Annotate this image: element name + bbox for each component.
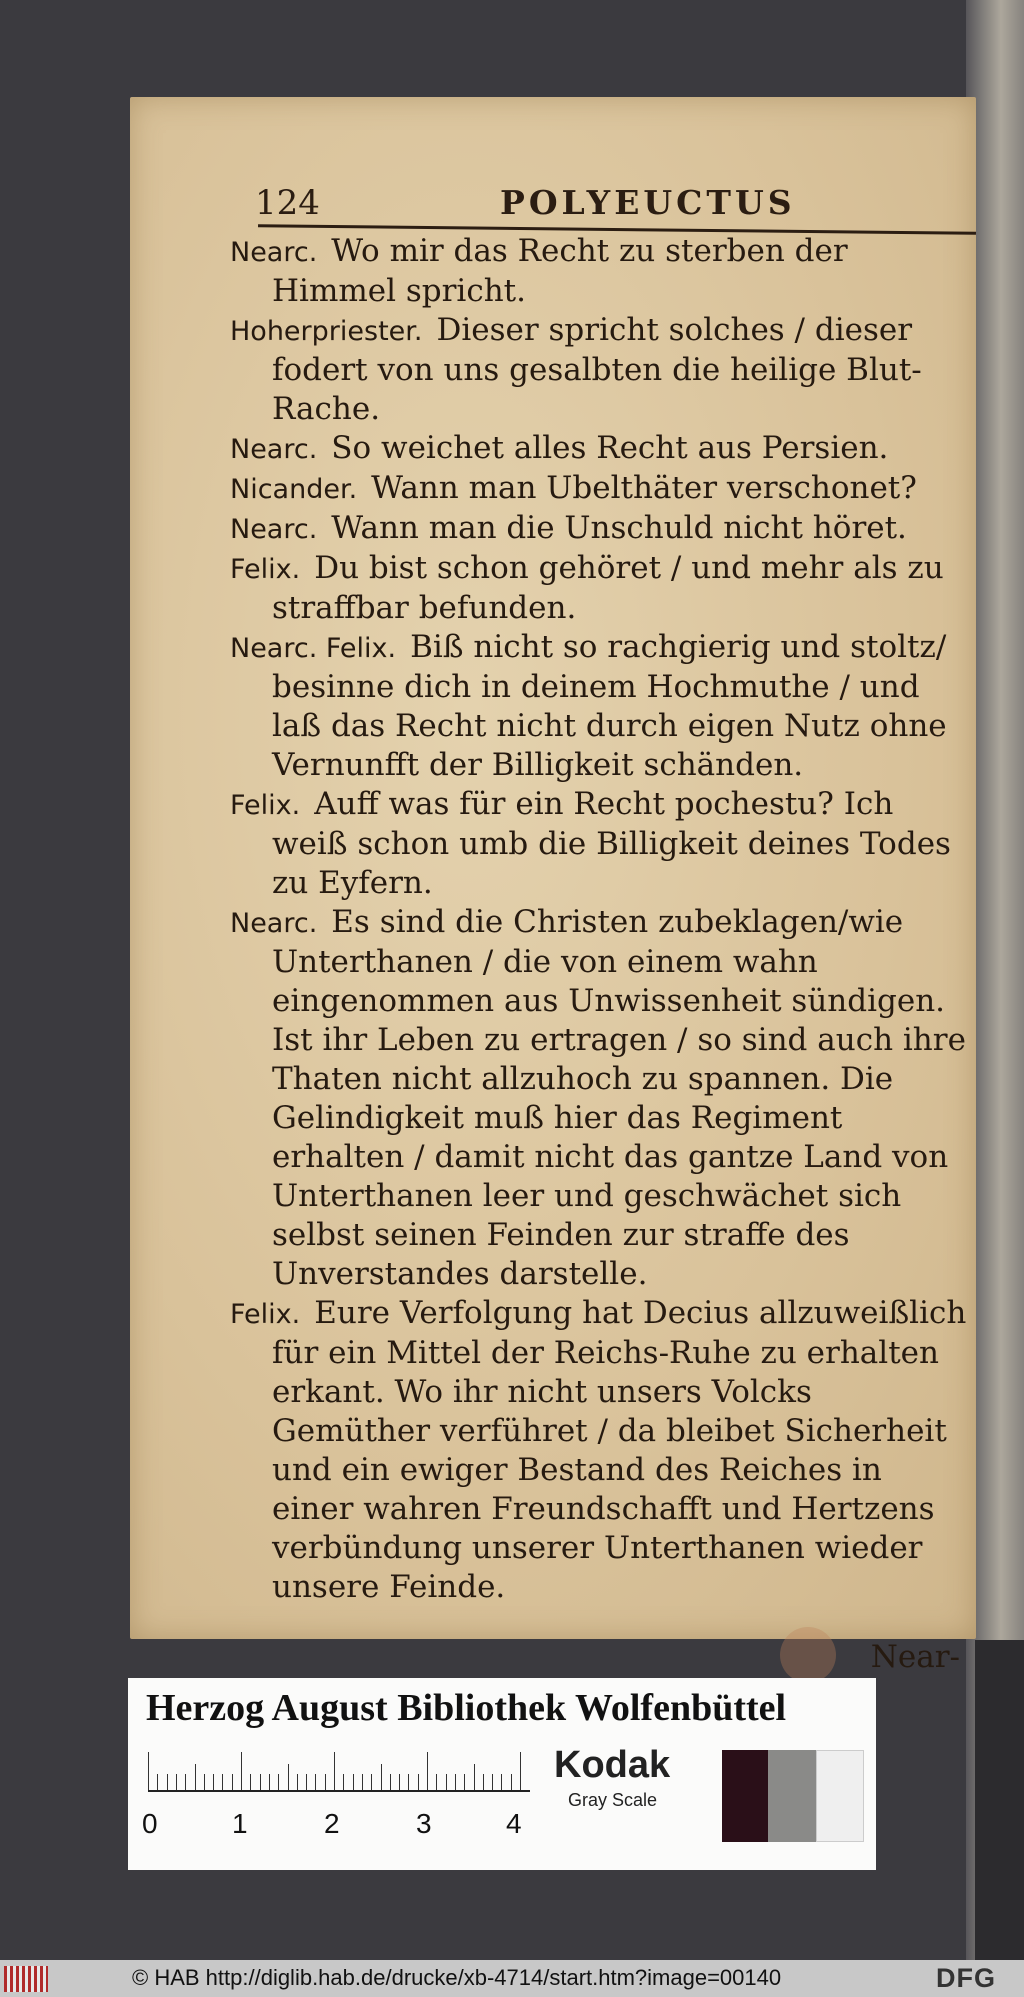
ruler-tick: [343, 1774, 344, 1790]
ruler-tick: [511, 1774, 512, 1790]
dialogue-entry: [230, 232, 970, 311]
dialogue-entry: [230, 311, 970, 429]
ruler-tick: [520, 1752, 521, 1790]
dialogue-entry: [230, 1294, 970, 1607]
ruler-tick: [353, 1774, 354, 1790]
gray-swatch: [768, 1750, 816, 1842]
speaker-name: Nearc.: [230, 237, 318, 268]
running-head: POLYEUCTUS: [500, 183, 796, 222]
ruler-tick: [288, 1764, 289, 1790]
speech-text: Eure Verfolgung hat Decius allzuweißlich für ein Mittel der Reichs-Ruhe zu erhalten erkant. Wo ihr nicht unsers Volcks Gemüther verführet / da bleibet Sicherheit und ein ewiger Bestand des Reiches in einer wahren Freundschafft und Hertzens verbündung unserer Unterthanen wieder unsere Feinde.: [272, 1295, 967, 1605]
dialogue-entry: [230, 509, 970, 549]
ruler-tick: [306, 1774, 307, 1790]
ruler-tick: [167, 1774, 168, 1790]
ruler-tick: [325, 1774, 326, 1790]
ruler-tick: [241, 1752, 242, 1790]
white-swatch: [816, 1750, 864, 1842]
speaker-name: Felix.: [230, 554, 301, 585]
ruler-tick: [501, 1774, 502, 1790]
dialogue-entry: [230, 429, 970, 469]
speech-text: Wann man Ubelthäter verschonet?: [371, 470, 917, 506]
ruler-tick: [250, 1774, 251, 1790]
ruler-tick: [492, 1774, 493, 1790]
ruler-tick: [381, 1764, 382, 1790]
dark-swatch: [722, 1750, 768, 1842]
ruler-tick: [474, 1764, 475, 1790]
ruler-label: 4: [506, 1808, 522, 1839]
speech-text: Auff was für ein Recht pochestu? Ich weiß schon umb die Billigkeit deines Todes zu Eyfern.: [272, 786, 951, 901]
scale-ruler: [148, 1750, 530, 1792]
adjacent-page-shadow: [975, 1640, 1024, 1960]
ruler-label: 0: [142, 1808, 158, 1839]
speech-text: Dieser spricht solches / dieser fodert von uns gesalbten die heilige Blut-Rache.: [272, 312, 922, 427]
ruler-tick: [446, 1774, 447, 1790]
ruler-tick: [232, 1774, 233, 1790]
speech-text: Es sind die Christen zubeklagen/wie Unterthanen / die von einem wahn eingenommen aus Unwissenheit sündigen. Ist ihr Leben zu ertragen / so sind auch ihre Thaten nicht allzuhoch zu spannen. Die Gelindigkeit muß hier das Regiment erhalten / damit nicht das gantze Land von Unterthanen leer und geschwächet sich selbst seinen Feinden zur straffe des Unverstandes darstelle.: [272, 904, 966, 1292]
ruler-tick: [436, 1774, 437, 1790]
speaker-name: Felix.: [230, 790, 301, 821]
ruler-tick: [195, 1764, 196, 1790]
ruler-tick: [464, 1774, 465, 1790]
gray-scale-label: Gray Scale: [568, 1790, 658, 1810]
ruler-tick: [269, 1774, 270, 1790]
speaker-name: Nearc. Felix.: [230, 633, 397, 664]
page-text: [230, 232, 970, 1708]
speaker-name: Nearc.: [230, 434, 318, 465]
ruler-tick: [222, 1774, 223, 1790]
ruler-tick: [399, 1774, 400, 1790]
dialogue-entry: [230, 549, 970, 628]
dialogue-entry: [230, 903, 970, 1294]
dialogue-entry: [230, 469, 970, 509]
ruler-tick: [185, 1774, 186, 1790]
ruler-label: 3: [416, 1808, 432, 1839]
ruler-tick: [334, 1752, 335, 1790]
kodak-logo: Kodak: [554, 1744, 671, 1786]
speech-text: Wo mir das Recht zu sterben der Himmel spricht.: [272, 233, 848, 309]
speech-text: Biß nicht so rachgierig und stoltz/ besinne dich in deinem Hochmuthe / und laß das Recht nicht durch eigen Nutz ohne Vernunfft der Billigkeit schänden.: [272, 629, 947, 783]
ruler-label: 1: [232, 1808, 248, 1839]
speaker-name: Nearc.: [230, 514, 318, 545]
ruler-label: 2: [324, 1808, 340, 1839]
speech-text: Du bist schon gehöret / und mehr als zu straffbar befunden.: [272, 550, 944, 626]
viewer-footer: [0, 1960, 1024, 1997]
ruler-tick: [408, 1774, 409, 1790]
ruler-tick: [390, 1774, 391, 1790]
ruler-tick: [176, 1774, 177, 1790]
speaker-name: Felix.: [230, 1299, 301, 1330]
ruler-tick: [455, 1774, 456, 1790]
hab-barcode-icon: [4, 1966, 48, 1992]
speaker-name: Nearc.: [230, 908, 318, 939]
ruler-tick: [315, 1774, 316, 1790]
ruler-tick: [362, 1774, 363, 1790]
speech-text: So weichet alles Recht aus Persien.: [331, 430, 889, 466]
ruler-tick: [418, 1774, 419, 1790]
library-name: Herzog August Bibliothek Wolfenbüttel: [146, 1687, 787, 1729]
ruler-tick: [213, 1774, 214, 1790]
dialogue-entry: [230, 785, 970, 903]
speaker-name: Hoherpriester.: [230, 316, 423, 347]
dfg-logo: DFG: [936, 1963, 996, 1993]
page-number: 124: [255, 183, 320, 223]
ruler-tick: [371, 1774, 372, 1790]
catchword: Near-: [870, 1639, 960, 1675]
dialogue-entry: [230, 628, 970, 785]
ruler-tick: [157, 1774, 158, 1790]
color-calibration-card: [128, 1678, 876, 1870]
ruler-tick: [204, 1774, 205, 1790]
ruler-tick: [297, 1774, 298, 1790]
speaker-name: Nicander.: [230, 474, 358, 505]
citation-link[interactable]: © HAB http://diglib.hab.de/drucke/xb-4714/start.htm?image=00140: [132, 1965, 782, 1990]
ruler-tick: [427, 1752, 428, 1790]
ruler-tick: [278, 1774, 279, 1790]
speech-text: Wann man die Unschuld nicht höret.: [331, 510, 907, 546]
ruler-tick: [148, 1752, 149, 1790]
ruler-tick: [260, 1774, 261, 1790]
ruler-tick: [483, 1774, 484, 1790]
